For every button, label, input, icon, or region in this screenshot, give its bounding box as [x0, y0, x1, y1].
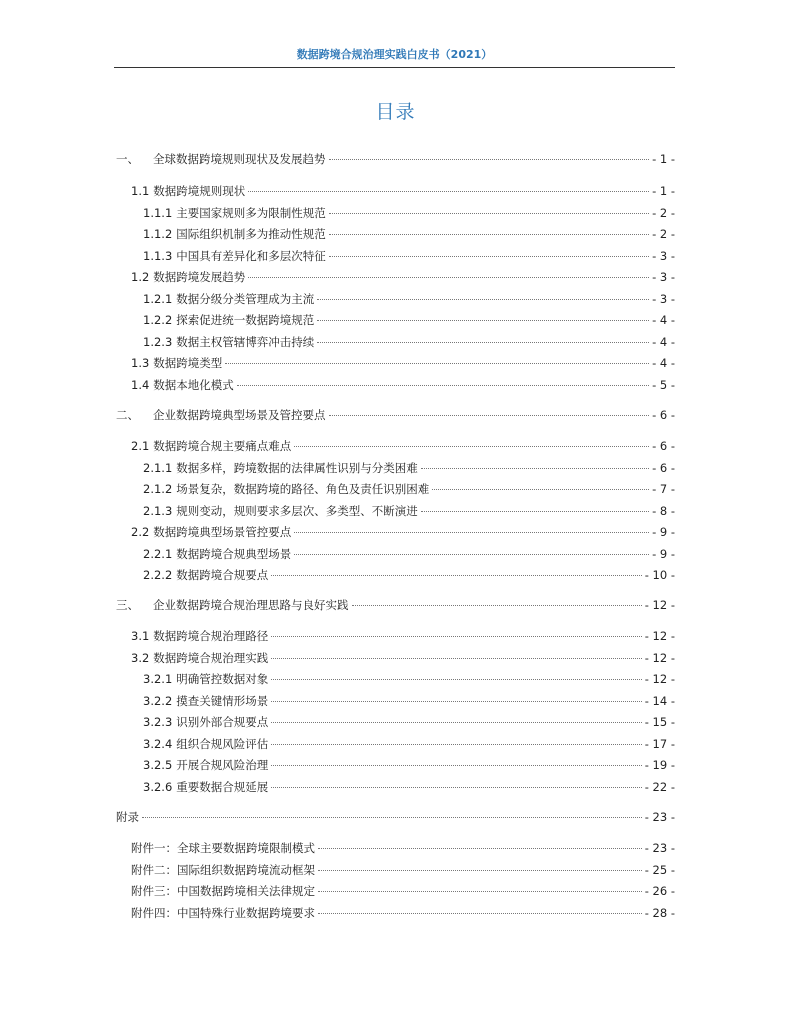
- toc-entry-1-1[interactable]: 1.1 数据跨境规则现状 - 1 -: [131, 184, 675, 198]
- toc-entry-annex-2[interactable]: 附件二：国际组织数据跨境流动框架 - 25 -: [131, 863, 675, 877]
- toc-entry-annex-4[interactable]: 附件四：中国特殊行业数据跨境要求 - 28 -: [131, 906, 675, 920]
- dot-leader: [318, 848, 642, 849]
- toc-entry-3[interactable]: 三、 企业数据跨境合规治理思路与良好实践 - 12 -: [116, 598, 675, 612]
- dot-leader: [271, 744, 641, 745]
- dot-leader: [248, 191, 649, 192]
- toc-entry-3-2-5[interactable]: 3.2.5 开展合规风险治理 - 19 -: [143, 758, 675, 772]
- dot-leader: [294, 554, 649, 555]
- dot-leader: [248, 277, 649, 278]
- toc-entry-1-4[interactable]: 1.4 数据本地化模式 - 5 -: [131, 378, 675, 392]
- toc-entry-3-2-6[interactable]: 3.2.6 重要数据合规延展 - 22 -: [143, 780, 675, 794]
- dot-leader: [329, 415, 650, 416]
- toc-entry-annex-1[interactable]: 附件一：全球主要数据跨境限制模式 - 23 -: [131, 841, 675, 855]
- toc-entry-1-3[interactable]: 1.3 数据跨境类型 - 4 -: [131, 356, 675, 370]
- toc-entry-1-1-3[interactable]: 1.1.3 中国具有差异化和多层次特征 - 3 -: [143, 249, 675, 263]
- dot-leader: [142, 817, 642, 818]
- toc-entry-2-2-2[interactable]: 2.2.2 数据跨境合规要点 - 10 -: [143, 568, 675, 582]
- dot-leader: [271, 679, 641, 680]
- dot-leader: [318, 891, 642, 892]
- toc-entry-2-2[interactable]: 2.2 数据跨境典型场景管控要点 - 9 -: [131, 525, 675, 539]
- toc-entry-appendix[interactable]: 附录 - 23 -: [116, 810, 675, 824]
- toc-entry-1-1-2[interactable]: 1.1.2 国际组织机制多为推动性规范 - 2 -: [143, 227, 675, 241]
- dot-leader: [271, 636, 641, 637]
- dot-leader: [271, 658, 641, 659]
- dot-leader: [271, 575, 641, 576]
- dot-leader: [271, 787, 641, 788]
- toc-entry-3-2-1[interactable]: 3.2.1 明确管控数据对象 - 12 -: [143, 672, 675, 686]
- toc-entry-1-2-1[interactable]: 1.2.1 数据分级分类管理成为主流 - 3 -: [143, 292, 675, 306]
- dot-leader: [225, 363, 649, 364]
- toc-title: 目录: [375, 101, 416, 123]
- dot-leader: [352, 605, 642, 606]
- toc-entry-annex-3[interactable]: 附件三：中国数据跨境相关法律规定 - 26 -: [131, 884, 675, 898]
- toc-entry-3-1[interactable]: 3.1 数据跨境合规治理路径 - 12 -: [131, 629, 675, 643]
- dot-leader: [318, 913, 642, 914]
- dot-leader: [317, 299, 649, 300]
- dot-leader: [237, 385, 649, 386]
- toc-entry-3-2-4[interactable]: 3.2.4 组织合规风险评估 - 17 -: [143, 737, 675, 751]
- dot-leader: [318, 870, 642, 871]
- toc-entry-2[interactable]: 二、 企业数据跨境典型场景及管控要点 - 6 -: [116, 408, 675, 422]
- toc-entry-2-1-3[interactable]: 2.1.3 规则变动，规则要求多层次、多类型、不断演进 - 8 -: [143, 504, 675, 518]
- toc-entry-1[interactable]: 一、 全球数据跨境规则现状及发展趋势 - 1 -: [116, 152, 675, 166]
- toc-entry-1-2[interactable]: 1.2 数据跨境发展趋势 - 3 -: [131, 270, 675, 284]
- dot-leader: [432, 489, 649, 490]
- dot-leader: [421, 511, 649, 512]
- toc-entry-1-2-2[interactable]: 1.2.2 探索促进统一数据跨境规范 - 4 -: [143, 313, 675, 327]
- toc-entry-2-1-1[interactable]: 2.1.1 数据多样，跨境数据的法律属性识别与分类困难 - 6 -: [143, 461, 675, 475]
- toc-entry-2-1[interactable]: 2.1 数据跨境合规主要痛点难点 - 6 -: [131, 439, 675, 453]
- dot-leader: [329, 256, 649, 257]
- dot-leader: [294, 446, 649, 447]
- dot-leader: [317, 320, 649, 321]
- dot-leader: [271, 722, 641, 723]
- dot-leader: [271, 765, 641, 766]
- dot-leader: [271, 701, 641, 702]
- toc-entry-3-2-3[interactable]: 3.2.3 识别外部合规要点 - 15 -: [143, 715, 675, 729]
- dot-leader: [421, 468, 649, 469]
- toc-entry-2-2-1[interactable]: 2.2.1 数据跨境合规典型场景 - 9 -: [143, 547, 675, 561]
- dot-leader: [294, 532, 649, 533]
- dot-leader: [329, 159, 650, 160]
- dot-leader: [329, 213, 649, 214]
- dot-leader: [317, 342, 649, 343]
- toc-entry-2-1-2[interactable]: 2.1.2 场景复杂，数据跨境的路径、角色及责任识别困难 - 7 -: [143, 482, 675, 496]
- dot-leader: [329, 234, 649, 235]
- toc-entry-3-2[interactable]: 3.2 数据跨境合规治理实践 - 12 -: [131, 651, 675, 665]
- page-header: 数据跨境合规治理实践白皮书（2021）: [114, 46, 675, 68]
- toc-entry-1-1-1[interactable]: 1.1.1 主要国家规则多为限制性规范 - 2 -: [143, 206, 675, 220]
- toc-entry-1-2-3[interactable]: 1.2.3 数据主权管辖博弈冲击持续 - 4 -: [143, 335, 675, 349]
- toc-entry-3-2-2[interactable]: 3.2.2 摸查关键情形场景 - 14 -: [143, 694, 675, 708]
